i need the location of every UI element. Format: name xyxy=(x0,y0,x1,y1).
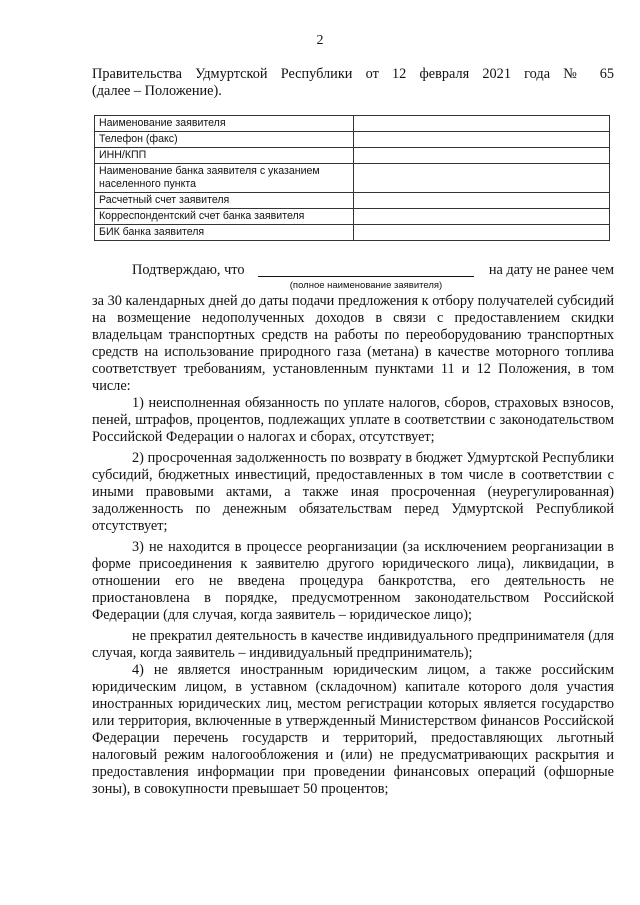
table-label: Наименование банка заявителя с указанием населенного пункта xyxy=(95,164,354,193)
intro-text xyxy=(92,66,614,100)
table-row xyxy=(95,132,610,148)
paragraph-intro: за 30 календарных дней до даты подачи предложения к отбору получателей субсидий на возмещение недополученных доходов в связи с предоставлением скидки владельцам транспортных средств на работы по переоборудованию транспортных средств на использование природного газа (метана) в качестве моторного топлива соответствует требованиям, установленным пунктами 11 и 12 Положения, в том числе: xyxy=(92,293,614,394)
table-row xyxy=(95,148,610,164)
table-label: ИНН/КПП xyxy=(95,148,354,164)
table-value[interactable] xyxy=(354,116,610,132)
table-row xyxy=(95,193,610,209)
table-row xyxy=(95,225,610,241)
applicant-info-table xyxy=(94,115,610,241)
table-label: Телефон (факс) xyxy=(95,132,354,148)
table-value[interactable] xyxy=(354,209,610,225)
table-label: Расчетный счет заявителя xyxy=(95,193,354,209)
document-body xyxy=(92,293,614,798)
paragraph-3: 3) не находится в процессе реорганизации (за исключением реорганизации в форме присоединения к заявителю другого юридического лица), ликвидации, в отношении его не введена процедура банкротства, его деятельность не приостановлена в порядке, предусмотренном законодательством Российской Федерации (для случая, когда заявитель – юридическое лицо); xyxy=(92,539,614,623)
table-value[interactable] xyxy=(354,164,610,193)
table-row xyxy=(95,116,610,132)
intro-line-2: (далее – Положение). xyxy=(92,83,222,99)
paragraph-2: 2) просроченная задолженность по возврату в бюджет Удмуртской Республики субсидий, бюджетных инвестиций, предоставленных в том числе в соответствии с иными правовыми актами, а также иная просроченная (неурегулированная) задолженность по денежным обязательствам перед Удмуртской Республикой отсутствует; xyxy=(92,450,614,534)
table-label: БИК банка заявителя xyxy=(95,225,354,241)
paragraph-1: 1) неисполненная обязанность по уплате налогов, сборов, страховых взносов, пеней, штрафов, процентов, подлежащих уплате в соответствии с законодательством Российской Федерации о налогах и сборах, отсутствует; xyxy=(92,395,614,445)
table-row xyxy=(95,209,610,225)
table-value[interactable] xyxy=(354,132,610,148)
paragraph-4: 4) не является иностранным юридическим лицом, а также российским юридическим лицом, в уставном (складочном) капитале которого доля участия иностранных юридических лиц, местом регистрации которых является государство или территория, включенные в утвержденный Министерством финансов Российской Федерации перечень государств и территорий, предоставляющих льготный налоговый режим налогообложения и (или) не предусматривающих раскрытия и предоставления информации при проведении финансовых операций (офшорные зоны), в совокупности превышает 50 процентов; xyxy=(92,662,614,797)
page-number: 2 xyxy=(316,33,324,48)
applicant-name-blank[interactable] xyxy=(258,276,474,277)
table-value[interactable] xyxy=(354,225,610,241)
confirm-suffix: на дату не ранее чем xyxy=(488,262,614,278)
paragraph-3b: не прекратил деятельность в качестве индивидуального предпринимателя (для случая, когда заявитель – индивидуальный предприниматель); xyxy=(92,628,614,661)
confirm-prefix: Подтверждаю, что xyxy=(132,262,245,278)
table-label: Корреспондентский счет банка заявителя xyxy=(95,209,354,225)
applicant-name-hint: (полное наименование заявителя) xyxy=(289,280,443,291)
table-row xyxy=(95,164,610,193)
table-value[interactable] xyxy=(354,148,610,164)
table-label: Наименование заявителя xyxy=(95,116,354,132)
intro-line-1: Правительства Удмуртской Республики от 12 февраля 2021 года № 65 xyxy=(92,66,614,82)
table-value[interactable] xyxy=(354,193,610,209)
